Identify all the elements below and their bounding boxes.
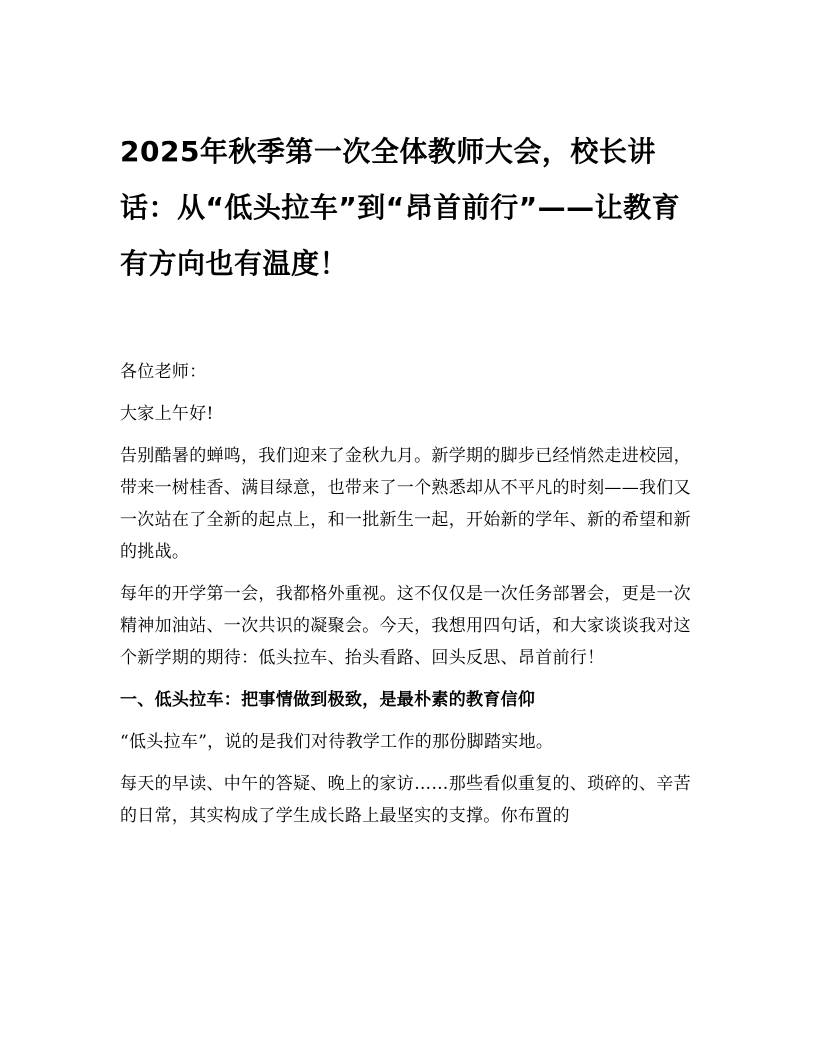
greeting: 大家上午好! [120,404,214,424]
paragraph-section-1-body: 每天的早读、中午的答疑、晚上的家访……那些看似重复的、琐碎的、辛苦的日常，其实构成了学生成长路上最坚实的支撑。你布置的 [120,774,691,826]
paragraph-section-1-intro: “低头拉车”，说的是我们对待教学工作的那份脚踏实地。 [120,732,554,752]
salutation: 各位老师： [120,362,207,382]
paragraph-purpose: 每年的开学第一会，我都格外重视。这不仅仅是一次任务部署会，更是一次精神加油站、一次共识的凝聚会。今天，我想用四句话，和大家谈谈我对这个新学期的期待：低头拉车、抬头看路、回头反思、昂首前行！ [120,584,691,668]
document-title: 2025年秋季第一次全体教师大会，校长讲话：从“低头拉车”到“昂首前行”——让教育有方向也有温度！ [120,135,681,280]
section-heading-1: 一、低头拉车：把事情做到极致，是最朴素的教育信仰 [120,690,536,710]
document-body [120,356,696,842]
paragraph-intro: 告别酷暑的蝉鸣，我们迎来了金秋九月。新学期的脚步已经悄然走进校园，带来一树桂香、满目绿意，也带来了一个熟悉却从不平凡的时刻——我们又一次站在了全新的起点上，和一批新生一起，开始新的学年、新的希望和新的挑战。 [120,446,691,562]
